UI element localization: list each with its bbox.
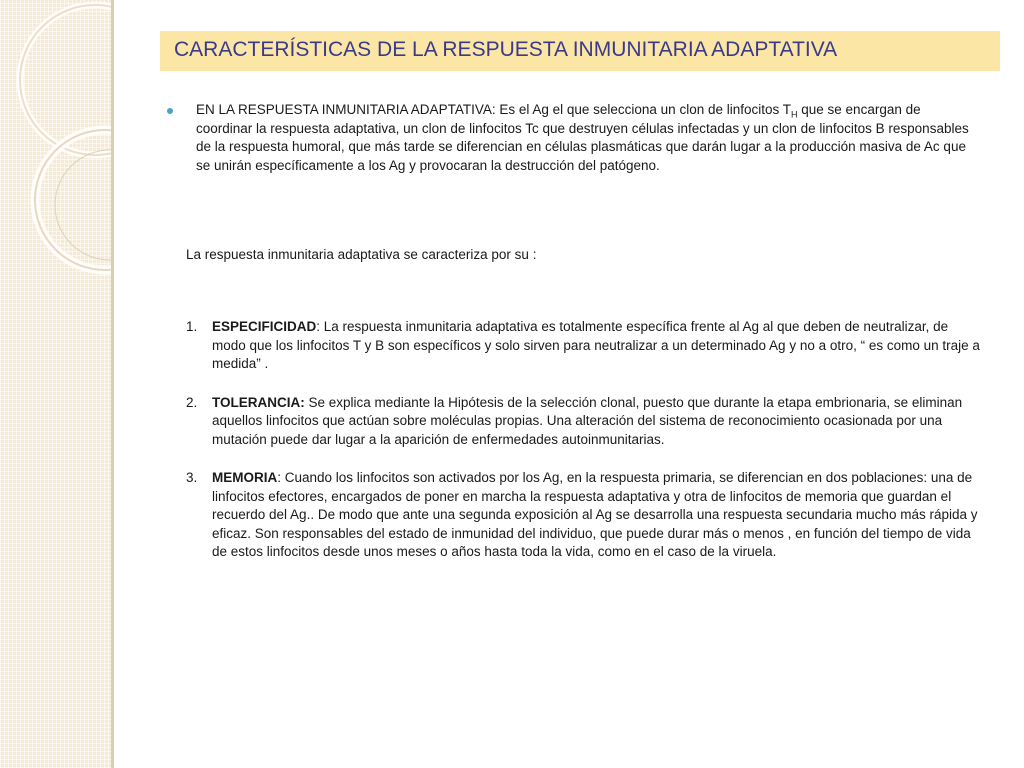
list-item-tolerancia: [186, 394, 981, 450]
item-number: 3.: [186, 470, 198, 485]
bullet-paragraph: [196, 101, 976, 175]
sidebar-edge: [111, 0, 114, 768]
item-term: ESPECIFICIDAD: [212, 319, 317, 334]
slide-title: CARACTERÍSTICAS DE LA RESPUESTA INMUNITARIA ADAPTATIVA: [174, 38, 838, 61]
item-text: Se explica mediante la Hipótesis de la selección clonal, puesto que durante la etapa embrionaria, se eliminan aquellos linfocitos que actúan sobre moléculas propias. Una alteración del sistema de reconocimiento ocasionada por una mutación puede dar lugar a la aparición de enfermedades autoinmunitarias.: [212, 394, 963, 447]
decorative-rings: [0, 0, 113, 768]
item-text: : La respuesta inmunitaria adaptativa es totalmente específica frente al Ag al que deben de neutralizar, de modo que los linfocitos T y B son específicos y solo sirven para neutralizar a un determinado Ag y no a otro, “ es como un traje a medida” .: [212, 319, 980, 371]
characteristics-list: [186, 318, 981, 582]
bullet-rest: que se encargan de coordinar la respuesta adaptativa, un clon de linfocitos Tc que destruyen células infectadas y un clon de linfocitos B responsables de la respuesta humoral, que más tarde se diferencian en células plasmáticas que darán lugar a la producción masiva de Ac que se unirán específicamente a los Ag y provocaran la destrucción del patógeno.: [196, 102, 969, 173]
list-item-memoria: [186, 469, 981, 562]
item-text: : Cuando los linfocitos son activados por los Ag, en la respuesta primaria, se diferencian en dos poblaciones: una de linfocitos efectores, encargados de poner en marcha la respuesta adaptativa y otra de linfocitos de memoria que guardan el recuerdo del Ag.. De modo que ante una segunda exposición al Ag se desarrolla una respuesta secundaria mucho más rápida y eficaz. Son responsables del estado de inmunidad del individuo, que puede durar más o menos , en función del tiempo de vida de estos linfocitos desde unos meses o años hasta toda la vida, como en el caso de la viruela.: [212, 470, 978, 559]
item-number: 1.: [186, 319, 198, 334]
bullet-subscript: H: [791, 109, 798, 120]
intro-text: La respuesta inmunitaria adaptativa se caracteriza por su :: [186, 247, 537, 262]
item-number: 2.: [186, 394, 198, 410]
bullet-lead: EN LA RESPUESTA INMUNITARIA ADAPTATIVA: Es el Ag el que selecciona un clon de linfocitos T: [196, 102, 792, 117]
item-term: TOLERANCIA:: [212, 394, 305, 410]
list-item-especificidad: [186, 318, 981, 374]
item-term: MEMORIA: [212, 470, 278, 485]
bullet-icon: [167, 108, 173, 114]
decorative-sidebar: [0, 0, 113, 768]
